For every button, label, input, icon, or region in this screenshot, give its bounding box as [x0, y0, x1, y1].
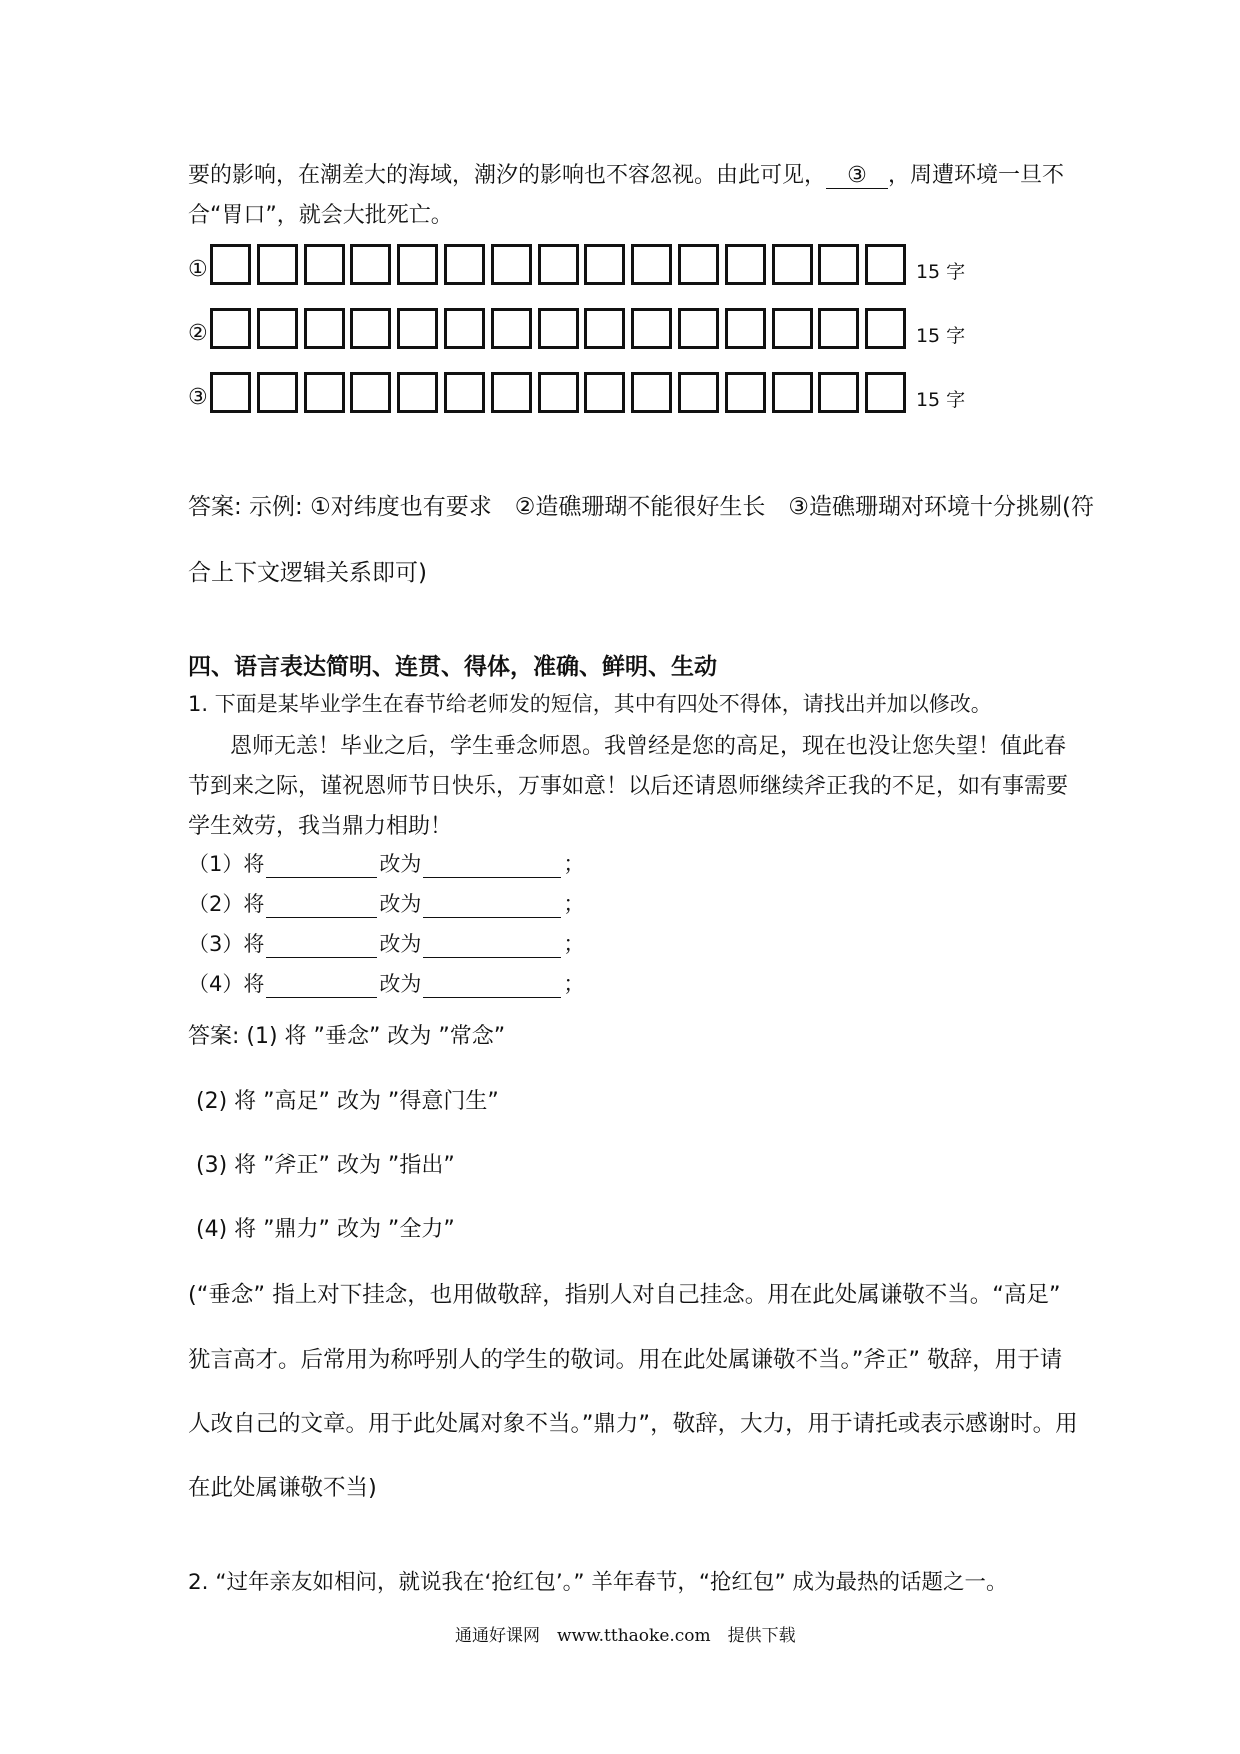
replacement-word-blank[interactable] — [423, 973, 561, 998]
fill-line-4 — [188, 968, 584, 998]
intro-line-1 — [188, 158, 1064, 189]
char-box[interactable] — [772, 308, 813, 349]
answer3-line-1: 答案: 示例: ①对纬度也有要求 ②造礁珊瑚不能很好生长 ③造礁珊瑚对环境十分挑剔(符 — [188, 494, 1094, 520]
section-heading: 四、语言表达简明、连贯、得体，准确、鲜明、生动 — [188, 654, 717, 680]
box-row-count: 15 字 — [915, 389, 966, 411]
char-box[interactable] — [257, 372, 298, 413]
fill-line-mid: 改为 — [379, 852, 422, 876]
char-box[interactable] — [350, 308, 391, 349]
fill-line-mid: 改为 — [379, 892, 422, 916]
answer-4: (4) 将 ”鼎力” 改为 ”全力” — [196, 1217, 455, 1242]
char-box[interactable] — [491, 308, 532, 349]
fill-line-end: ； — [563, 852, 585, 876]
char-box[interactable] — [304, 244, 345, 285]
answer-blank-3: ③ — [826, 163, 888, 189]
char-box[interactable] — [584, 244, 625, 285]
char-box[interactable] — [818, 308, 859, 349]
message-line-2: 节到来之际，谨祝恩师节日快乐，万事如意！以后还请恩师继续斧正我的不足，如有事需要 — [188, 774, 1069, 799]
char-box[interactable] — [350, 244, 391, 285]
char-box[interactable] — [397, 244, 438, 285]
message-line-3: 学生效劳，我当鼎力相助！ — [188, 814, 453, 839]
intro-line-2: 合“胃口”，就会大批死亡。 — [188, 203, 453, 228]
char-box[interactable] — [865, 372, 906, 413]
original-word-blank[interactable] — [266, 853, 377, 878]
char-box[interactable] — [678, 244, 719, 285]
box-row-marker: ① — [188, 257, 208, 282]
fill-line-number: （2）将 — [188, 892, 265, 916]
char-box[interactable] — [772, 244, 813, 285]
answer-box-grid — [188, 244, 965, 413]
box-row-3 — [188, 372, 965, 413]
char-box[interactable] — [725, 372, 766, 413]
char-box[interactable] — [538, 372, 579, 413]
fill-line-number: （1）将 — [188, 852, 265, 876]
char-box[interactable] — [444, 372, 485, 413]
answer-1: 答案: (1) 将 ”垂念” 改为 ”常念” — [188, 1024, 506, 1049]
message-line-1: 恩师无恙！毕业之后，学生垂念师恩。我曾经是您的高足，现在也没让您失望！值此春 — [230, 734, 1067, 759]
fill-line-number: （3）将 — [188, 932, 265, 956]
char-box[interactable] — [772, 372, 813, 413]
char-box[interactable] — [631, 244, 672, 285]
fill-line-mid: 改为 — [379, 972, 422, 996]
replacement-word-blank[interactable] — [423, 853, 561, 878]
fill-line-3 — [188, 928, 584, 958]
char-box[interactable] — [584, 372, 625, 413]
replacement-word-blank[interactable] — [423, 893, 561, 918]
intro-text-before: 要的影响，在潮差大的海域，潮汐的影响也不容忽视。由此可见， — [188, 163, 827, 188]
char-box[interactable] — [538, 308, 579, 349]
fill-line-end: ； — [563, 932, 585, 956]
original-word-blank[interactable] — [266, 973, 377, 998]
explanation-line-3: 人改自己的文章。用于此处属对象不当。”鼎力”，敬辞，大力，用于请托或表示感谢时。用 — [188, 1411, 1078, 1437]
fill-line-1 — [188, 848, 584, 878]
char-box[interactable] — [725, 244, 766, 285]
box-row-marker: ③ — [188, 385, 208, 410]
answer-3: (3) 将 ”斧正” 改为 ”指出” — [196, 1153, 455, 1178]
fill-line-end: ； — [563, 892, 585, 916]
box-row-count: 15 字 — [915, 261, 966, 283]
char-box[interactable] — [304, 372, 345, 413]
char-box[interactable] — [257, 244, 298, 285]
replacement-word-blank[interactable] — [423, 933, 561, 958]
page-footer: 通通好课网 www.tthaoke.com 提供下载 — [455, 1626, 796, 1646]
box-row-count: 15 字 — [915, 325, 966, 347]
char-box[interactable] — [631, 372, 672, 413]
char-box[interactable] — [210, 372, 251, 413]
question-1: 1. 下面是某毕业学生在春节给老师发的短信，其中有四处不得体，请找出并加以修改。 — [188, 692, 992, 716]
box-row-marker: ② — [188, 321, 208, 346]
char-box[interactable] — [678, 372, 719, 413]
char-box[interactable] — [725, 308, 766, 349]
char-box[interactable] — [444, 244, 485, 285]
char-box[interactable] — [491, 244, 532, 285]
char-box[interactable] — [818, 372, 859, 413]
char-box[interactable] — [631, 308, 672, 349]
char-box[interactable] — [350, 372, 391, 413]
fill-line-2 — [188, 888, 584, 918]
char-box[interactable] — [397, 308, 438, 349]
question-2: 2. “过年亲友如相问，就说我在‘抢红包’。” 羊年春节，“抢红包” 成为最热的话题之一。 — [188, 1570, 1008, 1595]
explanation-line-2: 犹言高才。后常用为称呼别人的学生的敬词。用在此处属谦敬不当。”斧正” 敬辞，用于请 — [188, 1347, 1063, 1373]
box-row-2 — [188, 308, 965, 349]
char-box[interactable] — [538, 244, 579, 285]
answer-2: (2) 将 ”高足” 改为 ”得意门生” — [196, 1089, 499, 1114]
char-box[interactable] — [865, 308, 906, 349]
explanation-line-4: 在此处属谦敬不当) — [188, 1475, 377, 1501]
fill-line-number: （4）将 — [188, 972, 265, 996]
char-box[interactable] — [865, 244, 906, 285]
char-box[interactable] — [491, 372, 532, 413]
original-word-blank[interactable] — [266, 893, 377, 918]
char-box[interactable] — [210, 308, 251, 349]
char-box[interactable] — [678, 308, 719, 349]
char-box[interactable] — [444, 308, 485, 349]
fill-line-mid: 改为 — [379, 932, 422, 956]
char-box[interactable] — [397, 372, 438, 413]
char-box[interactable] — [257, 308, 298, 349]
char-box[interactable] — [584, 308, 625, 349]
answer3-line-2: 合上下文逻辑关系即可) — [188, 560, 427, 586]
original-word-blank[interactable] — [266, 933, 377, 958]
fill-line-end: ； — [563, 972, 585, 996]
explanation-line-1: (“垂念” 指上对下挂念，也用做敬辞，指别人对自己挂念。用在此处属谦敬不当。“高足” — [188, 1282, 1061, 1308]
box-row-1 — [188, 244, 965, 285]
char-box[interactable] — [818, 244, 859, 285]
char-box[interactable] — [210, 244, 251, 285]
char-box[interactable] — [304, 308, 345, 349]
intro-text-after: ，周遭环境一旦不 — [888, 163, 1065, 188]
